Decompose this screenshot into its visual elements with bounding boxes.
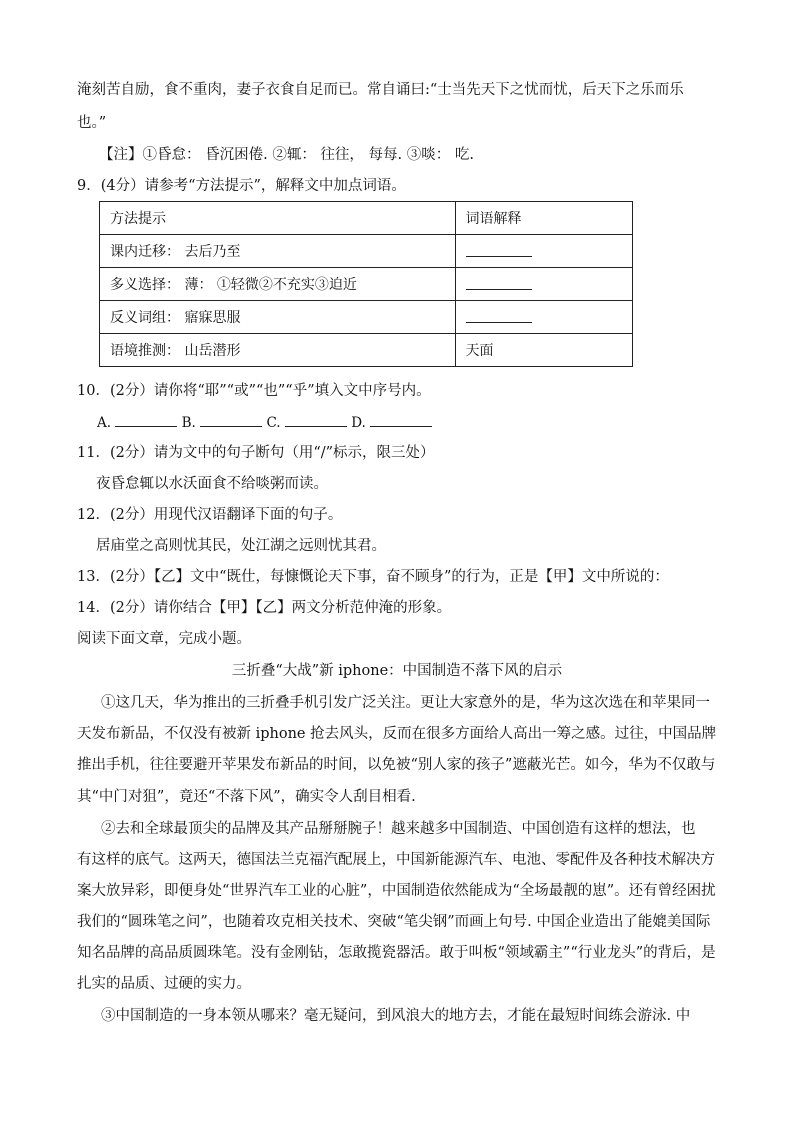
annotation-note: 【注】①昏怠： 昏沉困倦. ②辄： 往往， 每每. ③啖： 吃. [99,147,474,163]
option-a-label: A. [97,415,112,431]
article-line: 案大放异彩，即便身处“世界汽车工业的心脏”，中国制造依然能成为“全场最靓的崽”。还有曾经困扰 [77,883,716,899]
question-11-sentence: 夜昏怠辄以水沃面食不给啖粥而读。 [96,476,328,492]
article-line: 我们的“圆珠笔之问”，也随着攻克相关技术、突破“笔尖钢”而画上句号. 中国企业造出了能媲美国际 [77,914,711,930]
table-row [100,235,633,268]
table-header-row [100,202,633,235]
article-line: 有这样的底气。这两天，德国法兰克福汽配展上，中国新能源汽车、电池、零配件及各种技术解决方 [77,852,715,868]
option-c-label: C. [266,415,281,431]
option-b-label: B. [181,415,196,431]
blank-line [466,242,532,257]
article-line: ③中国制造的一身本领从哪来？毫无疑问，到风浪大的地方去，才能在最短时间练会游泳. 中 [101,1008,691,1024]
question-12-sentence: 居庙堂之高则忧其民，处江湖之远则忧其君。 [96,538,386,554]
table-cell-method: 多义选择： 薄： ①轻微②不充实③迫近 [100,268,456,301]
article-title: 三折叠“大战”新 iphone：中国制造不落下风的启示 [231,663,563,679]
question-13-stem: 13．(2分）【乙】文中“既仕，每慷慨论天下事，奋不顾身”的行为，正是【甲】文中所说的： [77,569,669,585]
question-11-stem: 11．(2分）请为文中的句子断句（用“/”标示，限三处） [77,445,435,461]
article-line: ②去和全球最顶尖的品牌及其产品掰掰腕子！越来越多中国制造、中国创造有这样的想法，也 [101,821,696,837]
table-header-answer: 词语解释 [455,202,633,235]
article-line: 扎实的品质、过硬的实力。 [77,976,251,992]
answer-blank[interactable] [455,301,633,334]
option-b-blank[interactable] [200,412,262,427]
option-d-label: D. [351,415,366,431]
reading-intro: 阅读下面文章，完成小题。 [77,631,251,647]
question-10-options [97,412,432,433]
article-line: 推出手机，往往要避开苹果发布新品的时间，以免被“别人家的孩子”遮蔽光芒。如今，华为不仅敢与 [77,757,716,773]
passage-line: 也。” [77,115,107,131]
table-row [100,268,633,301]
blank-line [466,308,532,323]
passage-line: 淹刻苦自励，食不重肉，妻子衣食自足而已。常自诵曰:“士当先天下之忧而忧，后天下之乐而乐 [77,82,684,98]
question-14-stem: 14．(2分）请你结合【甲】【乙】两文分析范仲淹的形象。 [77,600,452,616]
table-header-method: 方法提示 [100,202,456,235]
table-row [100,334,633,367]
article-line: 知名品牌的高品质圆珠笔。没有金刚钻，怎敢揽瓷器活。敢于叫板“领域霸主”“行业龙头”的背后，是 [77,945,716,961]
option-d-blank[interactable] [370,412,432,427]
table-row [100,301,633,334]
article-line: 其“中门对狙”，竟还“不落下风”，确实令人刮目相看. [77,789,416,805]
table-cell-answer: 天面 [455,334,633,367]
answer-blank[interactable] [455,268,633,301]
question-9-stem: 9．(4分）请参考“方法提示”，解释文中加点词语。 [77,178,406,194]
option-c-blank[interactable] [285,412,347,427]
question-10-stem: 10．(2分）请你将“耶”“或”“也”“乎”填入文中序号内。 [77,383,431,399]
blank-line [466,275,532,290]
table-cell-method: 反义词组： 寤寐思服 [100,301,456,334]
option-a-blank[interactable] [115,412,177,427]
answer-blank[interactable] [455,235,633,268]
article-line: 天发布新品，不仅没有被新 iphone 抢去风头，反而在很多方面给人高出一筹之感。过往，中国品牌 [77,726,717,742]
question-12-stem: 12．(2分）用现代汉语翻译下面的句子。 [77,507,343,523]
method-table [99,201,633,367]
table-cell-method: 课内迁移： 去后乃至 [100,235,456,268]
article-line: ①这几天，华为推出的三折叠手机引发广泛关注。更让大家意外的是，华为这次选在和苹果同一 [101,695,710,711]
table-cell-method: 语境推测： 山岳潜形 [100,334,456,367]
